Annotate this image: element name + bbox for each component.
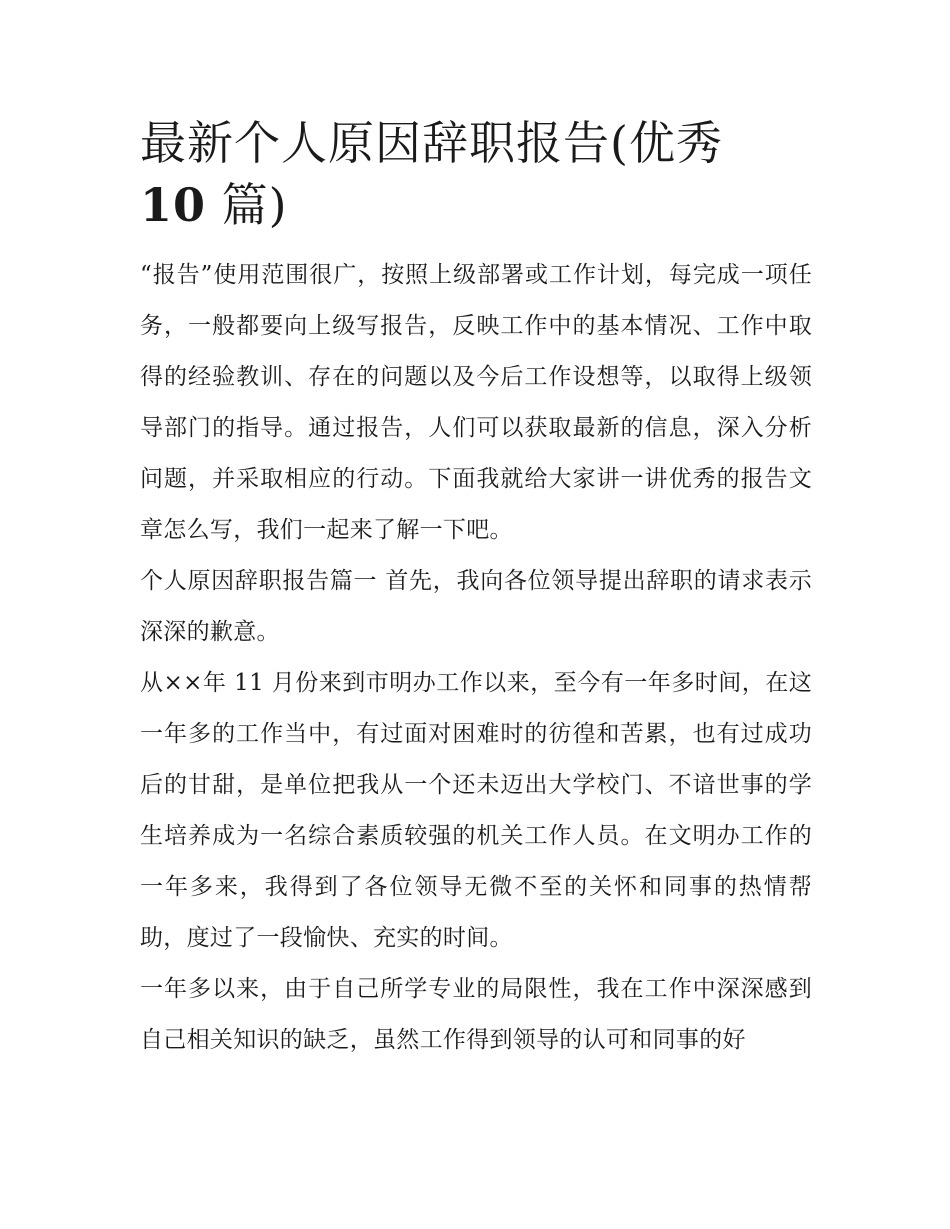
document-title	[140, 112, 812, 236]
title-number: 10	[140, 178, 207, 232]
document-body	[140, 112, 812, 1066]
intro-paragraph: “报告”使用范围很广，按照上级部署或工作计划，每完成一项任务，一般都要向上级写报告，反映工作中的基本情况、工作中取得的经验教训、存在的问题以及今后工作设想等，以取得上级领导部门的指导。通过报告，人们可以获取最新的信息，深入分析问题，并采取相应的行动。下面我就给大家讲一讲优秀的报告文章怎么写，我们一起来了解一下吧。	[140, 262, 812, 543]
section-one-opening-paragraph: 个人原因辞职报告篇一 首先，我向各位领导提出辞职的请求表示深深的歉意。	[140, 568, 812, 645]
work-history-paragraph: 从××年 11 月份来到市明办工作以来，至今有一年多时间，在这一年多的工作当中，有过面对困难时的彷徨和苦累，也有过成功后的甘甜，是单位把我从一个还未迈出大学校门、不谙世事的学生培养成为一名综合素质较强的机关工作人员。在文明办工作的一年多来，我得到了各位领导无微不至的关怀和同事的热情帮助，度过了一段愉快、充实的时间。	[140, 670, 812, 951]
title-text-end: 篇)	[206, 178, 288, 232]
reflection-paragraph: 一年多以来，由于自己所学专业的局限性，我在工作中深深感到自己相关知识的缺乏，虽然工作得到领导的认可和同事的好	[140, 976, 812, 1053]
title-text-main: 最新个人原因辞职报告(优秀	[140, 116, 723, 170]
